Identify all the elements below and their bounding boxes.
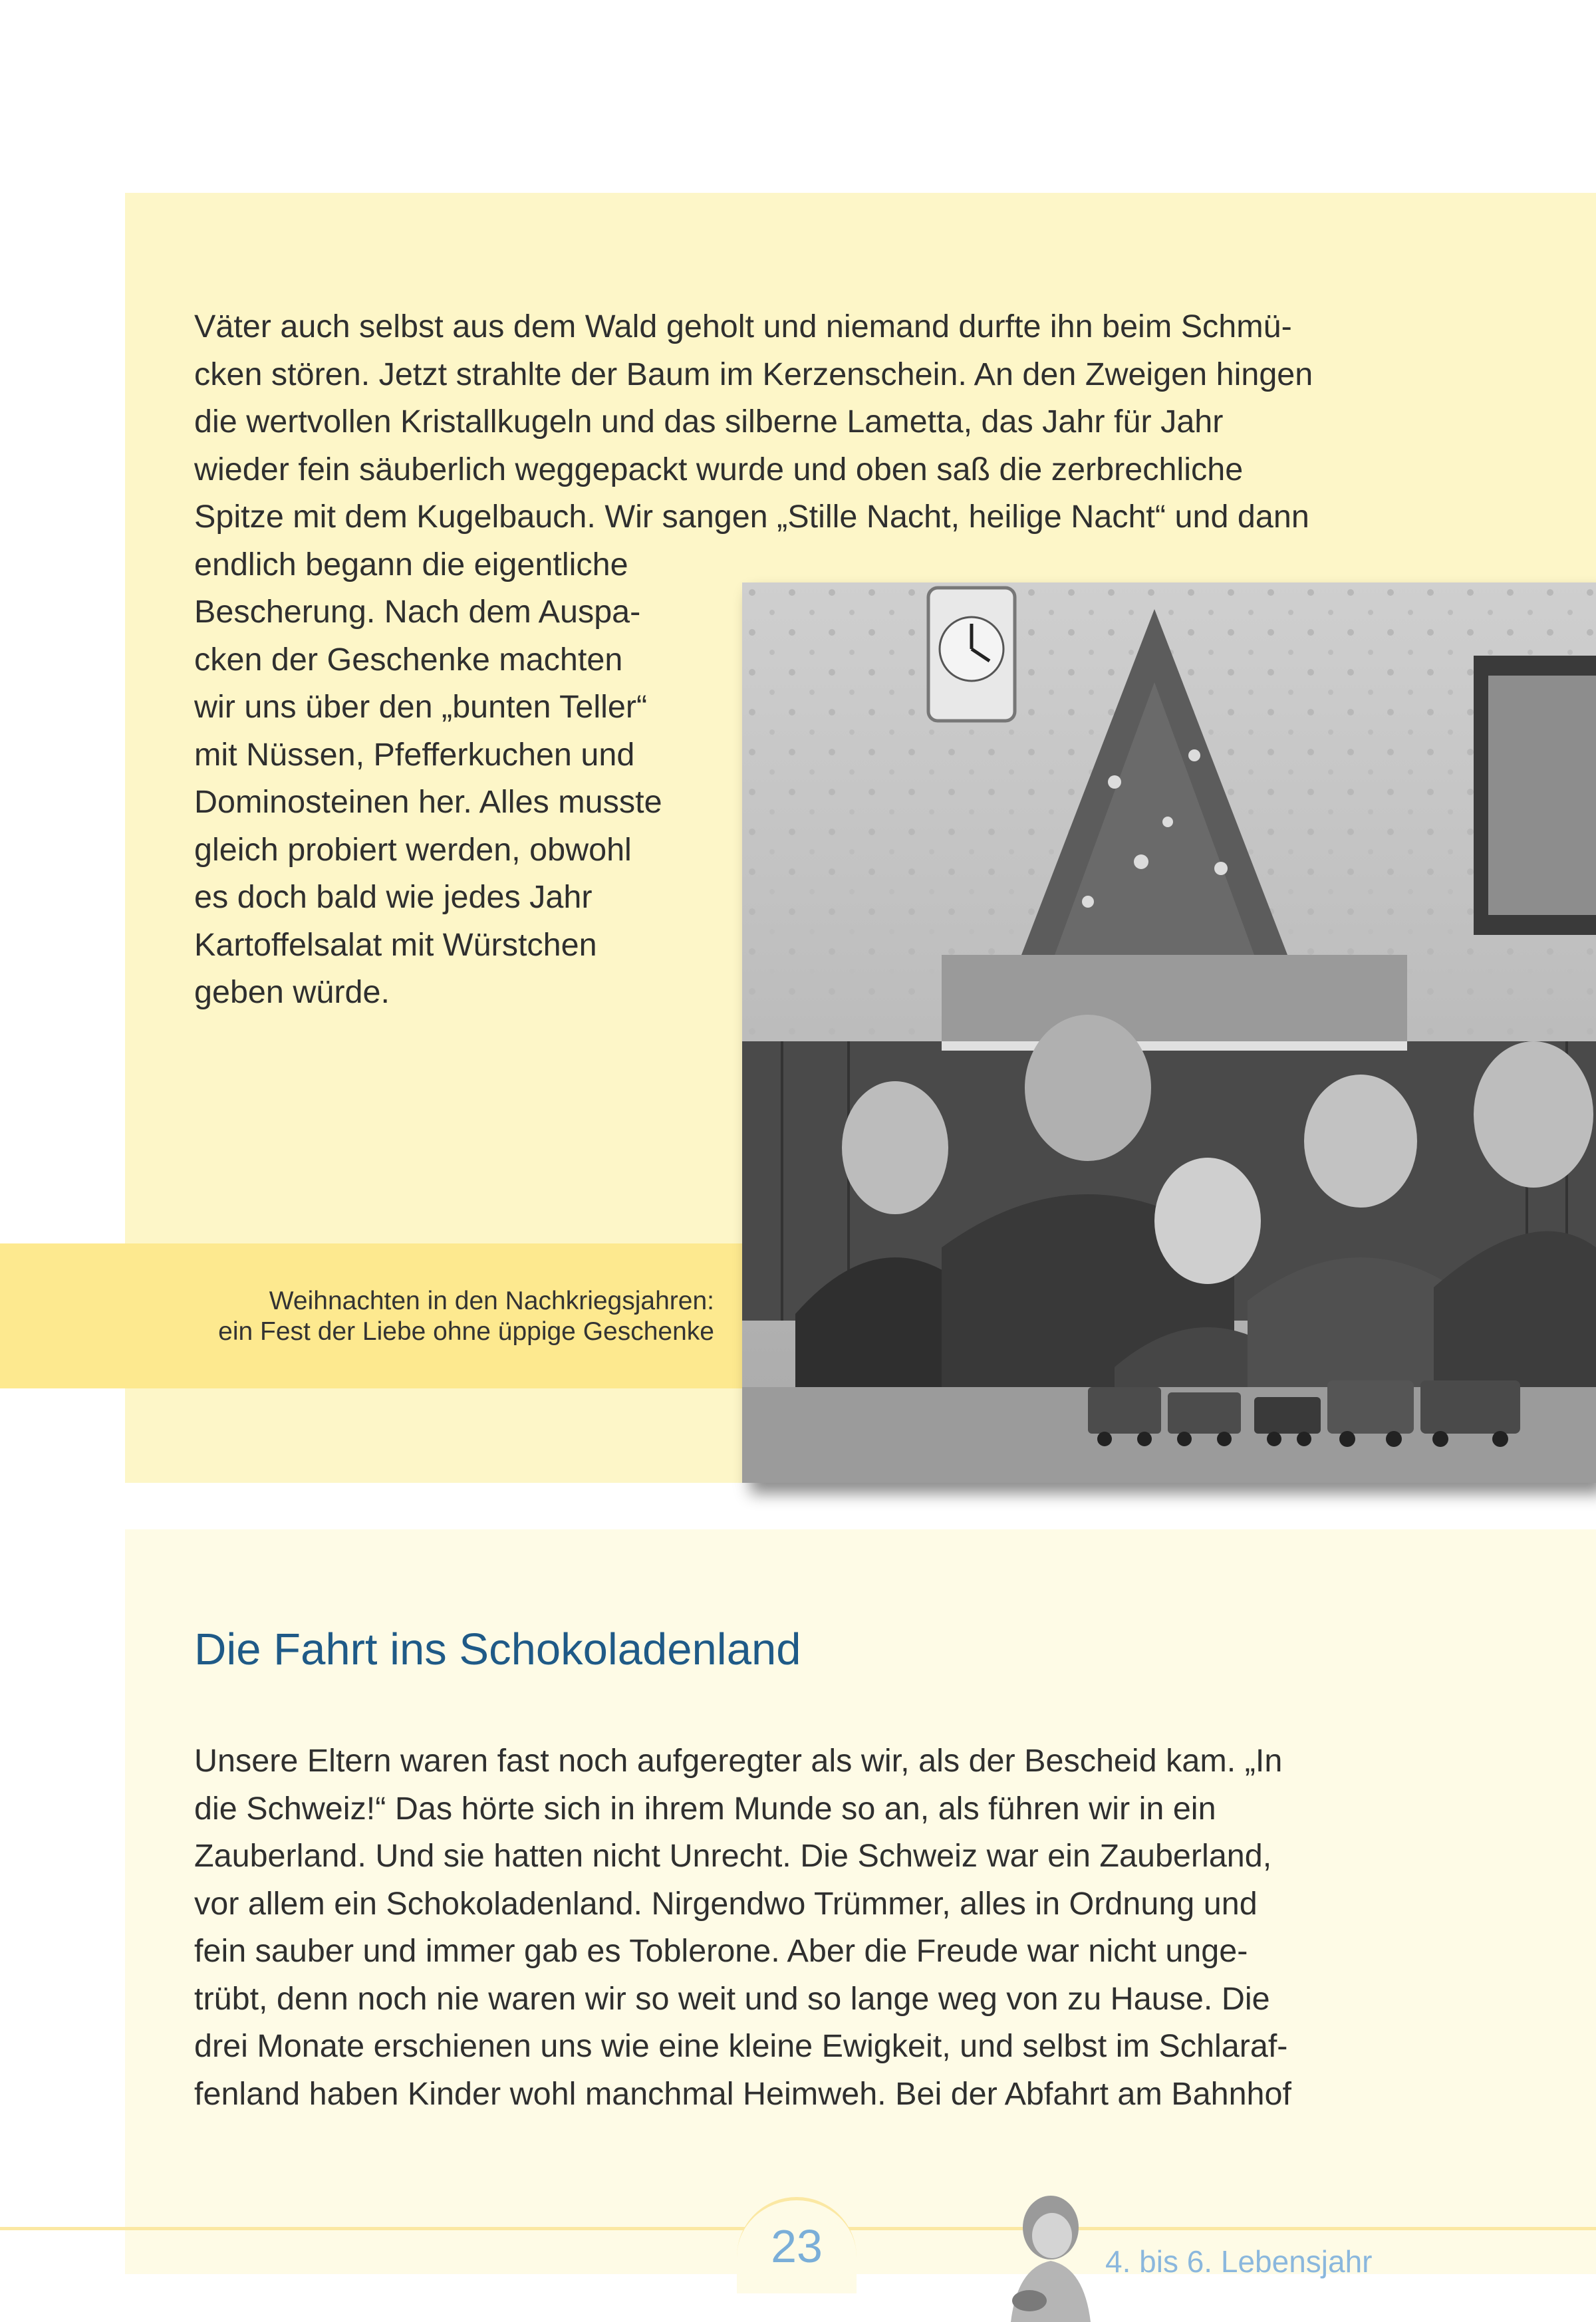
footer-section-label: 4. bis 6. Lebensjahr bbox=[1105, 2244, 1373, 2279]
text-line: mit Nüssen, Pfefferkuchen und bbox=[194, 736, 635, 773]
text-line: Unsere Eltern waren fast noch aufgeregter als wir, als der Bescheid kam. „In bbox=[194, 1743, 1283, 1779]
text-line: trübt, denn noch nie waren wir so weit und so lange weg von zu Hause. Die bbox=[194, 1980, 1270, 2017]
photo-illustration bbox=[742, 582, 1596, 1483]
caption-line: Weihnachten in den Nachkriegsjahren: bbox=[269, 1287, 714, 1315]
text-line: Väter auch selbst aus dem Wald geholt und niemand durfte ihn beim Schmü- bbox=[194, 309, 1292, 344]
text-line: es doch bald wie jedes Jahr bbox=[194, 879, 593, 915]
switzerland-paragraph bbox=[194, 1738, 1291, 2118]
section-heading: Die Fahrt ins Schokoladenland bbox=[194, 1624, 801, 1674]
text-line: die Schweiz!“ Das hörte sich in ihrem Munde so an, als führen wir in ein bbox=[194, 1790, 1216, 1827]
text-line: Kartoffelsalat mit Würstchen bbox=[194, 926, 597, 963]
child-photo-icon bbox=[998, 2188, 1097, 2322]
family-christmas-photo bbox=[742, 582, 1596, 1483]
caption-band bbox=[0, 1243, 742, 1388]
text-line: cken der Geschenke machten bbox=[194, 641, 623, 678]
text-line: cken stören. Jetzt strahlte der Baum im Kerzenschein. An den Zweigen hingen bbox=[194, 356, 1313, 392]
caption-line: ein Fest der Liebe ohne üppige Geschenke bbox=[218, 1317, 714, 1346]
text-line: geben würde. bbox=[194, 974, 390, 1010]
text-line: Spitze mit dem Kugelbauch. Wir sangen „Stille Nacht, heilige Nacht“ und dann bbox=[194, 499, 1309, 535]
text-line: fein sauber und immer gab es Toblerone. Aber die Freude war nicht unge- bbox=[194, 1933, 1248, 1969]
text-line: die wertvollen Kristallkugeln und das silberne Lametta, das Jahr für Jahr bbox=[194, 404, 1224, 440]
text-line: vor allem ein Schokoladenland. Nirgendwo Trümmer, alles in Ordnung und bbox=[194, 1885, 1258, 1922]
text-line: endlich begann die eigentliche bbox=[194, 546, 628, 582]
text-line: fenland haben Kinder wohl manchmal Heimweh. Bei der Abfahrt am Bahnhof bbox=[194, 2075, 1291, 2112]
text-line: wieder fein säuberlich weggepackt wurde und oben saß die zerbrechliche bbox=[194, 451, 1244, 487]
photo-caption bbox=[218, 1286, 714, 1347]
text-line: Zauberland. Und sie hatten nicht Unrecht. Die Schweiz war ein Zauberland, bbox=[194, 1838, 1272, 1874]
text-line: wir uns über den „bunten Teller“ bbox=[194, 689, 648, 725]
text-line: drei Monate erschienen uns wie eine kleine Ewigkeit, und selbst im Schlaraf- bbox=[194, 2028, 1288, 2064]
text-line: Dominosteinen her. Alles musste bbox=[194, 784, 662, 820]
text-line: Bescherung. Nach dem Auspa- bbox=[194, 594, 641, 630]
page-number: 23 bbox=[771, 2220, 823, 2272]
text-line: gleich probiert werden, obwohl bbox=[194, 831, 632, 868]
